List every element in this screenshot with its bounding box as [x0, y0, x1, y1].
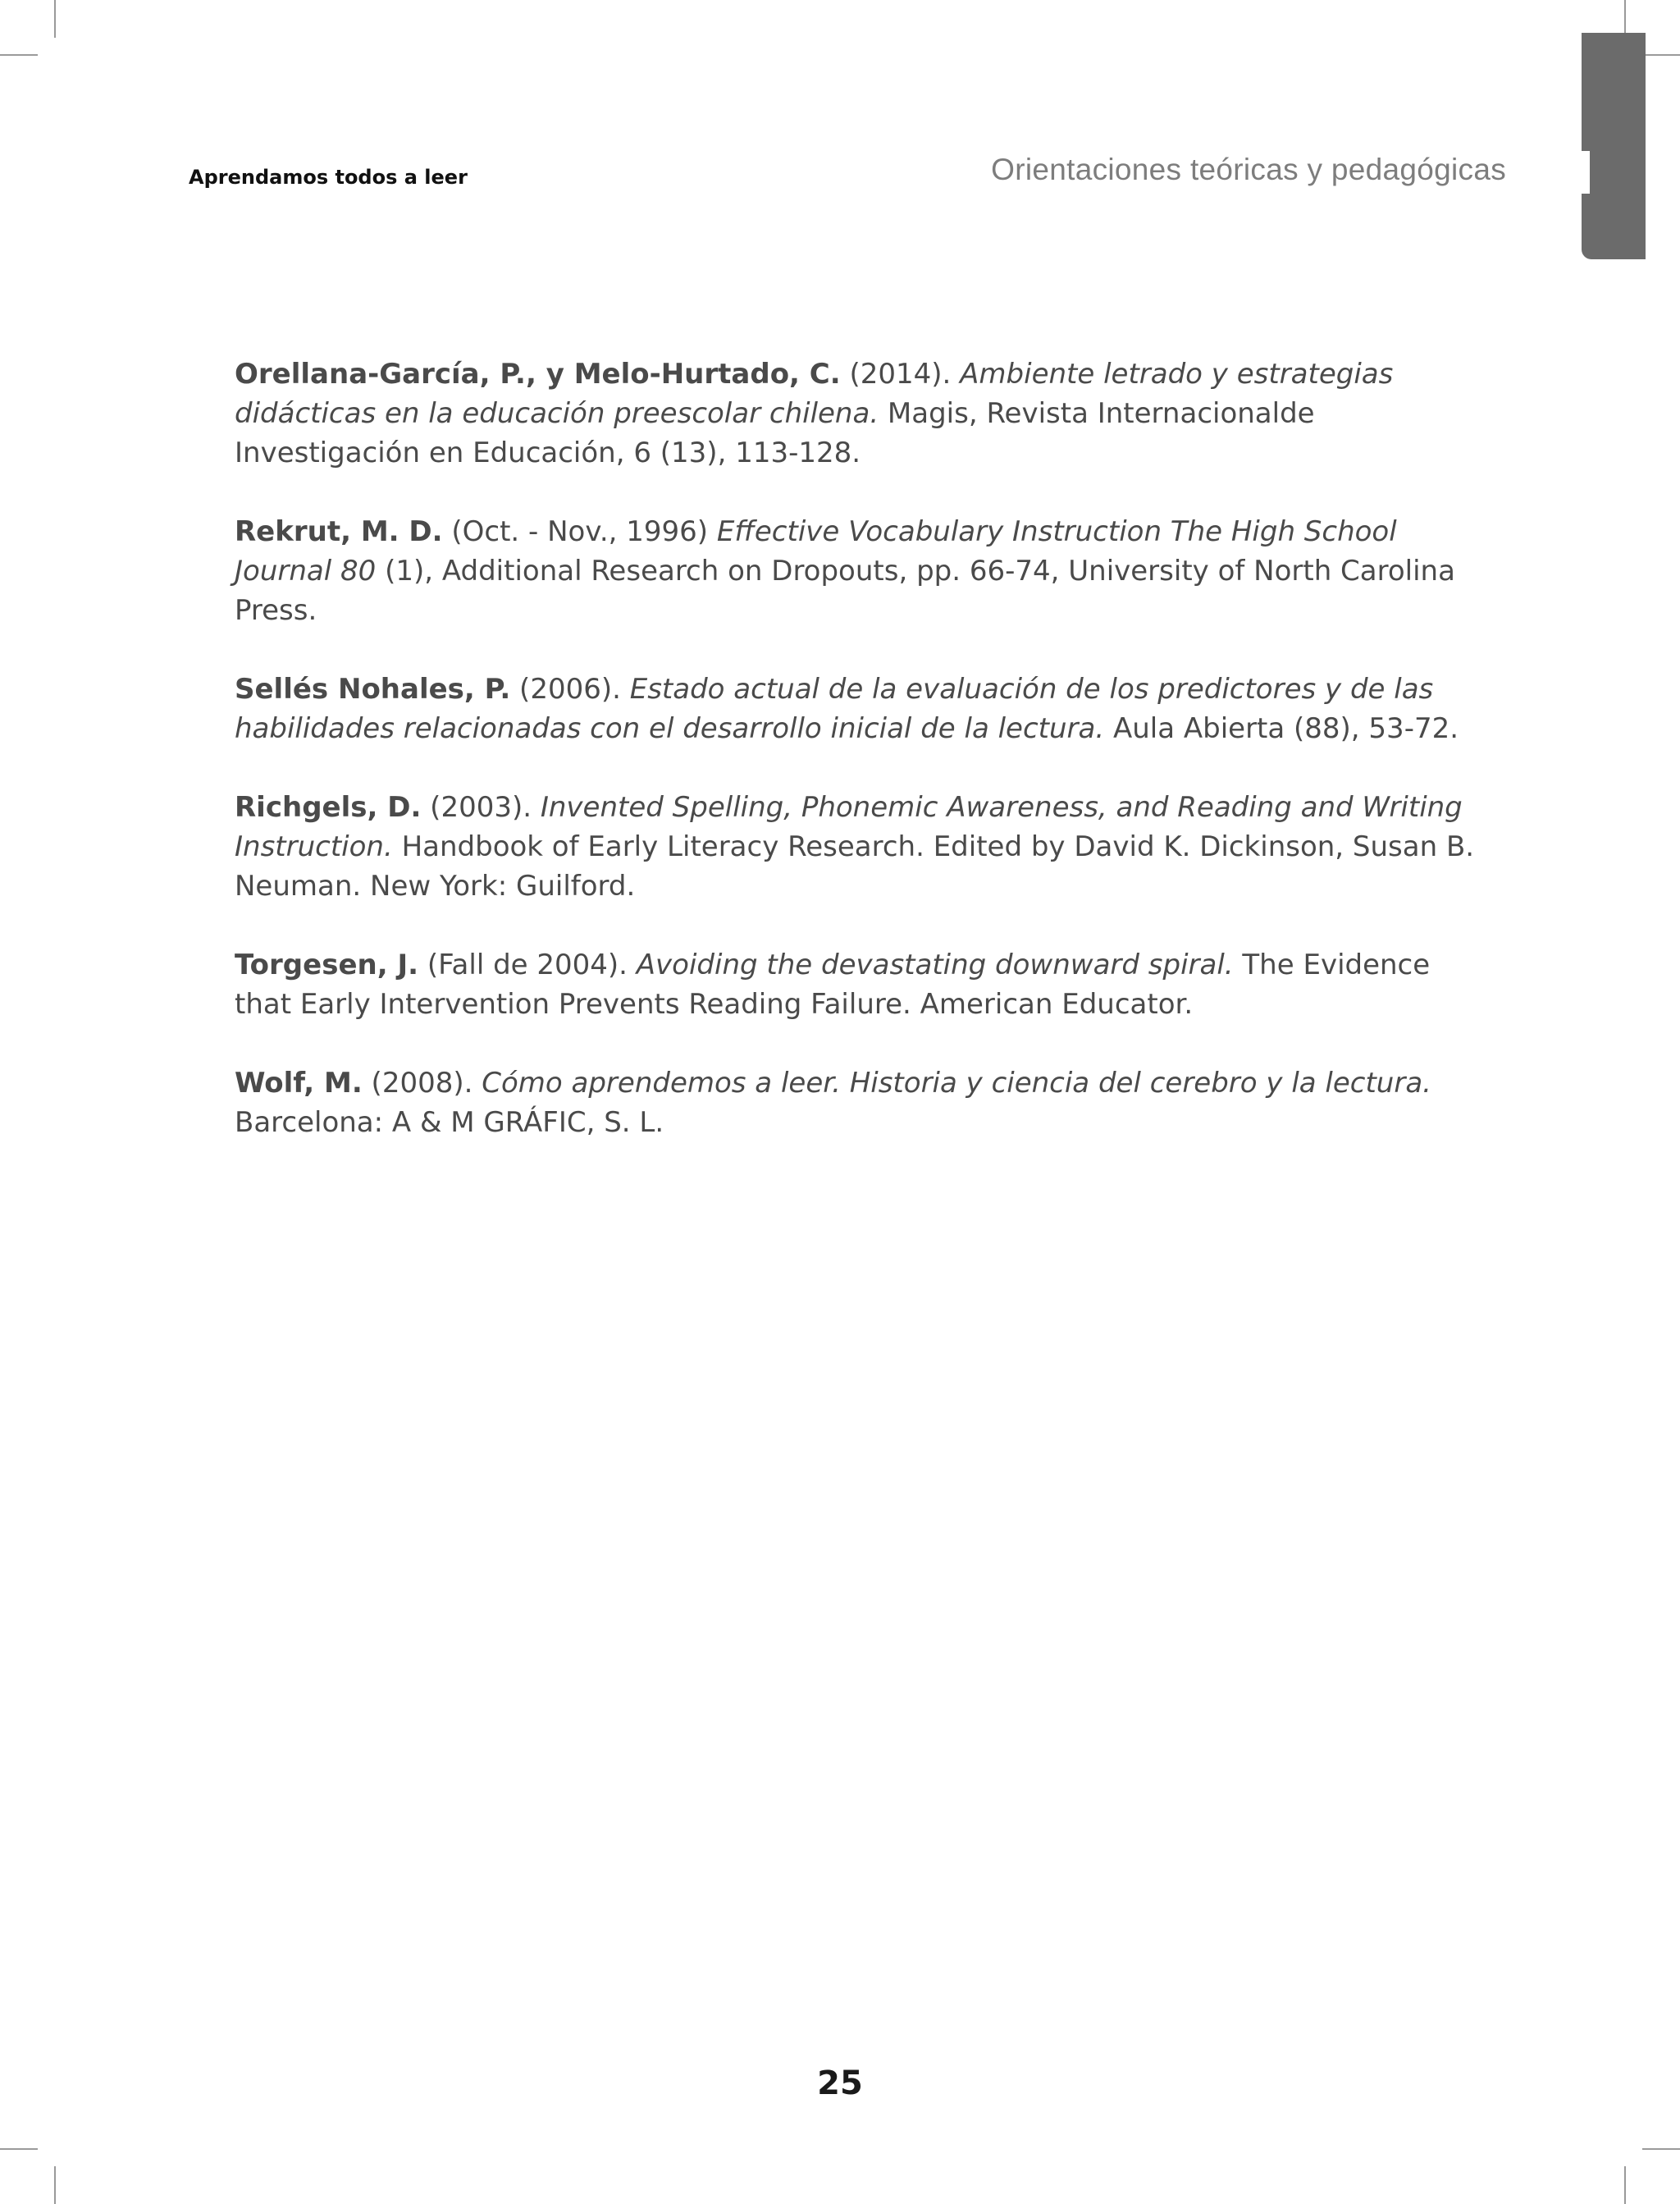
crop-mark-bottom-left-vertical [54, 2166, 56, 2204]
reference-details: Aula Abierta (88), 53-72. [1104, 712, 1459, 745]
reference-details: The Evidence that Early Intervention Prevents Reading Failure. American Educator. [235, 949, 1431, 1021]
running-header-section-title: Orientaciones teóricas y pedagógicas [991, 153, 1506, 186]
page-number: 25 [817, 2065, 863, 2102]
reference-details: Magis, Revista Internacionalde Investigación en Educación, 6 (13), 113-128. [235, 397, 1315, 469]
reference-year: (2008). [362, 1067, 482, 1100]
crop-mark-top-left-vertical [54, 0, 56, 38]
reference-author: Torgesen, J. [235, 949, 419, 981]
reference-year: (2003). [421, 791, 541, 824]
reference-title: Cómo aprendemos a leer. Historia y ciencia del cerebro y la lectura. [482, 1067, 1431, 1100]
chapter-side-tab [1582, 33, 1646, 259]
reference-title: Ambiente letrado y estrategias didácticas en la educación preescolar chilena. [235, 358, 1394, 430]
reference-title: Effective Vocabulary Instruction The High School Journal 80 [235, 515, 1397, 588]
reference-item [235, 1063, 1490, 1142]
reference-details: Handbook of Early Literacy Research. Edited by David K. Dickinson, Susan B. Neuman. New York: Guilford. [235, 830, 1475, 903]
side-tab-notch [1582, 151, 1590, 194]
reference-author: Sellés Nohales, P. [235, 673, 511, 706]
reference-year: (Oct. - Nov., 1996) [442, 515, 717, 548]
reference-details: (1), Additional Research on Dropouts, pp. 66-74, University of North Carolina Press. [235, 555, 1455, 627]
reference-title: Invented Spelling, Phonemic Awareness, and Reading and Writing Instruction. [235, 791, 1463, 863]
reference-title: Estado actual de la evaluación de los predictores y de las habilidades relacionadas con el desarrollo inicial de la lectura. [235, 673, 1434, 745]
reference-year: (2006). [510, 673, 630, 706]
crop-mark-top-left-horizontal [0, 54, 38, 56]
reference-list [235, 354, 1490, 1182]
running-header-book-title: Aprendamos todos a leer [189, 166, 468, 189]
reference-item [235, 788, 1490, 906]
crop-mark-bottom-left-horizontal [0, 2148, 38, 2150]
crop-mark-bottom-right-horizontal [1642, 2148, 1680, 2150]
crop-mark-top-right-horizontal [1642, 54, 1680, 56]
reference-item [235, 945, 1490, 1024]
reference-year: (Fall de 2004). [418, 949, 637, 981]
crop-mark-bottom-right-vertical [1624, 2166, 1626, 2204]
reference-title: Avoiding the devastating downward spiral. [636, 949, 1234, 981]
reference-author: Richgels, D. [235, 791, 422, 824]
reference-author: Orellana-García, P., y Melo-Hurtado, C. [235, 358, 841, 391]
reference-author: Rekrut, M. D. [235, 515, 443, 548]
reference-item [235, 354, 1490, 473]
reference-author: Wolf, M. [235, 1067, 363, 1100]
reference-item [235, 670, 1490, 748]
reference-item [235, 512, 1490, 630]
reference-year: (2014). [840, 358, 961, 391]
reference-details: Barcelona: A & M GRÁFIC, S. L. [235, 1106, 664, 1139]
